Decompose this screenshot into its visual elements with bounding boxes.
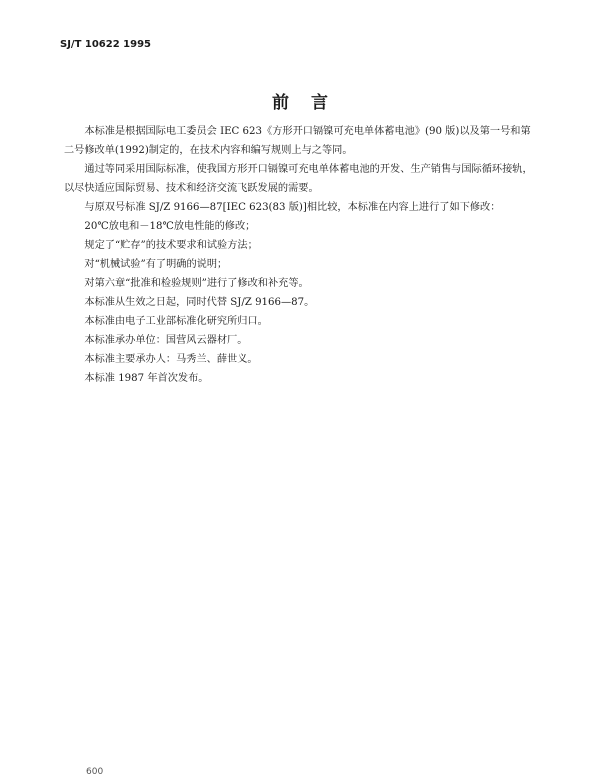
text-line: 对“机械试验”有了明确的说明； [84,259,228,270]
paragraph: 本标准是根据国际电工委员会 IEC 623《方形开口镉镍可充电单体蓄电池》(90 版)以及第一号和第二号修改单(1992)制定的，在技术内容和编写规则上与之等同。 [64,126,531,156]
foreword-body [64,122,534,388]
text-line: 本标准由电子工业部标准化研究所归口。 [84,316,268,327]
text-line: 与原双号标准 SJ/Z 9166—87[IEC 623(83 版)]相比较，本标准在内容上进行了如下修改： [84,202,501,213]
text-line: 规定了“贮存”的技术要求和试验方法； [84,240,258,251]
page-number: 600 [86,767,104,777]
text-line: 本标准从生效之日起，同时代替 SJ/Z 9166—87。 [84,297,315,308]
text-line: 对第六章“批准和检验规则”进行了修改和补充等。 [84,278,309,289]
text-line: 本标准主要承办人：马秀兰、薛世义。 [84,354,258,365]
text-line: 本标准 1987 年首次发布。 [84,373,209,384]
page-title: 前言 [272,93,350,113]
text-line: 本标准承办单位：国营风云器材厂。 [84,335,248,346]
standard-number: SJ/T 10622 1995 [60,39,151,50]
paragraph: 通过等同采用国际标准，使我国方形开口镉镍可充电单体蓄电池的开发、生产销售与国际循环接轨，以尽快适应国际贸易、技术和经济交流飞跃发展的需要。 [64,164,533,194]
text-line: 20℃放电和－18℃放电性能的修改； [84,221,256,232]
